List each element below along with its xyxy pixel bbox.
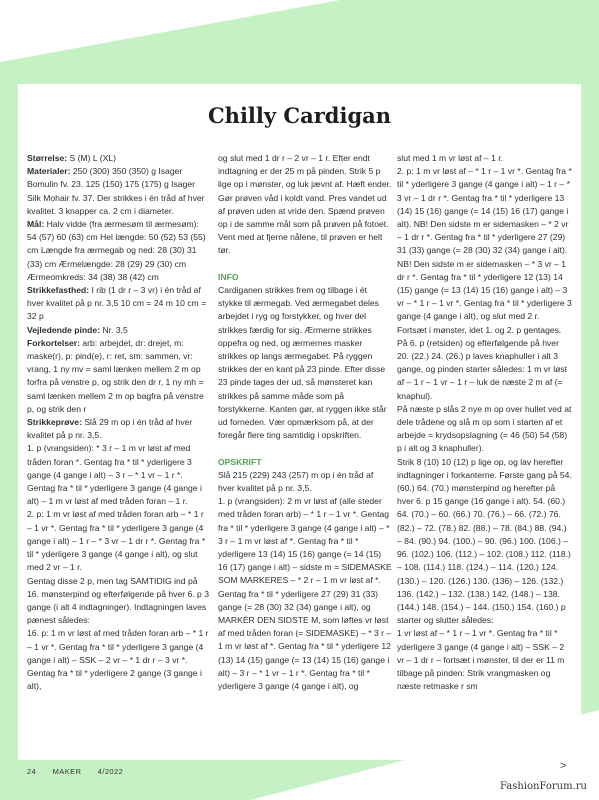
paragraph-front-decreases: Strik 8 (10) 10 (12) p lige op, og lav herefter indtagninger i forkanterne. Første gang på 54. (60.) 64. (70.) mønsterpind og herefter på hver 6. p 15 gange (16 gange i alt). 54. (60.) 64. (70.) – 60. (66.) 70. (76.) – 66. (72.) 76. (82.) – 72. (78.) 82. (88.) – 78. (84.) 88. (94.) – 84. (90.) 94. (100.) – 90. (96.) 100. (106.) – 96. (102.) 106. (112.) – 102. (108.) 112. (118.) – 108. (114.) 118. (124.) – 114. (120.) 124. (130.) – 120. (126.) 130. (136) – 126. (132.) 136. (142.) – 132. (138.) 142. (148.) – 138. (144.) 148. (154.) – 144. (150.) 154. (160.) p starter og slutter således:: [397, 456, 572, 626]
paragraph-measurements: Mål: Halv vidde (fra ærmesøm til ærmesøm): 54 (57) 60 (63) cm Hel længde: 50 (52) 53 (55) cm Længde fra ærmegab og ned: 28 (30) 31 (33) cm Ærmelængde: 28 (29) 29 (30) cm Ærmeomkreds: 34 (38) 38 (42) cm: [27, 219, 206, 282]
paragraph-buttonholes: På 6. p (retsiden) og efterfølgende på hver 20. (22.) 24. (26.) p laves knaphuller i alt 3 gange, og pinden starter således: 1 m vr løst af – 1 r – 1 vr – 1 r – luk de næste 2 m af (= knaphul).: [397, 337, 568, 401]
paragraph-row-16: 16. p: 1 m vr løst af med tråden foran arb – * 1 r – 1 vr *. Gentag fra * til * yderligere 3 gange (4 gange i alt) – SSK – 2 vr – * 1 dr r – 3 vr *. Gentag fra * til * yderligere 2 gange (3 gange i alt),: [27, 628, 209, 692]
paragraph-cast-on: Slå 215 (229) 243 (257) m op i én tråd af hver kvalitet på p nr. 3,5.: [218, 469, 374, 494]
heading-info: INFO: [218, 271, 239, 282]
column-3: [397, 152, 573, 693]
paragraph-row-2: 2. p: 1 m vr løst af med tråden foran arb – * 1 r – 1 vr *. Gentag fra * til * yderligere 3 gange (4 gange i alt) – 1 r – * 3 vr – 1 dr r *. Gentag fra * til * yderligere 3 gange (4 gange i alt), og slut med 2 vr – 1 r.: [27, 509, 206, 573]
paragraph-decrease-row: 1 vr løst af – * 1 r – 1 vr *. Gentag fra * til * yderligere 3 gange (4 gange i alt) – SSK – 2 vr – 1 dr r – fortsæt i mønster, til der er 11 m tilbage på pinden: Strik vrangmasken og næste retmaske r sm: [397, 628, 565, 692]
paragraph-cast-on-buttonhole: På næste p slås 2 nye m op over hullet ved at dele trådene og slå m op som i starten af et arbejde = krydsopslagning (= 46 (50) 54 (58) p i alt og 3 knaphuller).: [397, 403, 572, 454]
paragraph-continue-pattern: Fortsæt i mønster, idet 1. og 2. p gentages.: [397, 324, 562, 335]
magazine-name: MAKER: [52, 767, 82, 776]
column-1: [27, 152, 210, 693]
heading-recipe: OPSKRIFT: [218, 456, 262, 467]
paragraph-row-1: 1. p (vrangsiden): * 3 r – 1 m vr løst af med tråden foran *. Gentag fra * til * yderligere 3 gange (4 gange i alt) – 3 r – * 1 vr – 1 r *. Gentag fra * til * yderligere 3 gange (4 gange i alt) – 1 m vr løst af med tråden foran – 1 r.: [27, 443, 202, 507]
paragraph-finish-row-1: slut med 1 m vr løst af – 1 r.: [397, 153, 504, 163]
paragraph-abbreviations: Forkortelser: arb: arbejdet, dr: drejet, m: maske(r), p: pind(e), r: ret, sm: sammen, vr: vrang, 1 ny mv = saml lænken mellem 2 m op forfra på venstre p, og strik den dr r, 1 ny mh = saml lænken mellem 2 m op bagfra på venstre p, og strik den r: [27, 337, 204, 414]
paragraph-decrease: Gentag disse 2 p, men tag SAMTIDIG ind på 16. mønsterpind og efterfølgende på hver 6. p 3 gange (i alt 4 indtagninger). Indtagningen laves pænest således:: [27, 575, 210, 626]
issue-number: 4/2022: [97, 767, 124, 776]
page-number: 24: [27, 767, 37, 776]
paragraph-recipe-row-1: 1. p (vrangsiden): 2 m vr løst af (alle steder med tråden foran arb) – * 1 r – 1 vr *. Gentag fra * til * yderligere 3 gange (4 gange i alt) – * 3 r – 1 m vr løst af *. Gentag fra * til * yderligere 13 (14) 15 (16) gange (= 14 (15) 16 (17) gange i alt) – sidste m = SIDEMASKE SOM MARKERES – * 2 r – 1 m vr løst af *. Gentag fra * til * yderligere 27 (29) 31 (33) gange (= 28 (30) 32 (34) gange i alt), og MARKÉR DEN SIDSTE M, som løftes vr løst af med tråden foran (= SIDEMASKE) – * 3 r – 1 m vr løst af *. Gentag fra * til * yderligere 12 (13) 14 (15) gange (= 13 (14) 15 (16) gange i alt) – 3 r – * 1 vr – 1 r *. Gentag fra * til * yderligere 3 gange (4 gange i alt), og: [218, 496, 392, 692]
paragraph-needles: Vejledende pinde: Nr. 3,5: [27, 324, 128, 335]
paragraph-size: Størrelse: S (M) L (XL): [27, 153, 116, 163]
paragraph-swatch-finish: og slut med 1 dr r – 2 vr – 1 r. Efter endt indtagning er der 25 m på pinden. Strik 5 p lige op i mønster, og luk jævnt af. Hæft ender. Gør prøven våd i koldt vand. Pres vandet ud af prøven uden at vride den. Spænd prøven op i de samme mål som på prøven på fotoet. Vent med at fjerne nålene, til prøven er helt tør.: [218, 153, 392, 256]
column-2: [218, 152, 392, 693]
paragraph-recipe-row-2: 2. p: 1 m vr løst af – * 1 r – 1 vr *. Gentag fra * til * yderligere 3 gange (4 gange i alt) – 1 r – * 3 vr – 1 dr r *. Gentag fra * til * yderligere 13 (14) 15 (16) gange (= 14 (15) 16 (17) gange i alt). NB! Den sidste m er sidemasken – * 2 vr – 1 dr r *. Gentag fra * til * yderligere 27 (29) 31 (33) gange (= 28 (30) 32 (34) gange i alt). NB! Den sidste m er sidemasken – * 3 vr – 1 dr r *. Gentag fra * til * yderligere 12 (13) 14 (15) gange (= 13 (14) 15 (16) gange i alt) – 3 vr – * 1 r – 1 vr *. Gentag fra * til * yderligere 3 gange (4 gange i alt), og slut med 2 r.: [397, 166, 572, 322]
continue-arrow-icon: >: [560, 760, 567, 772]
paragraph-gauge: Strikkefasthed: I rib (1 dr r – 3 vr) i én tråd af hver kvalitet på p nr. 3,5 10 cm = 24 m 10 cm = 32 p: [27, 285, 207, 322]
article-title: Chilly Cardigan: [207, 103, 392, 128]
page-footer: [27, 767, 137, 776]
paragraph-materials: Materialer: 250 (300) 350 (350) g Isager Bomulin fv. 23. 125 (150) 175 (175) g Isager Silk Mohair fv. 37. Der strikkes i én tråd af hver kvalitet. 3 knapper ca. 2 cm i diameter.: [27, 166, 205, 216]
paragraph-info: Cardiganen strikkes frem og tilbage i ét stykke til ærmegab. Ved ærmegabet deles arbejdet i ryg og forstykker, og hver del strikkes færdig for sig. Ærmerne strikkes oppefra og ned, og ærmernes masker strikkes op langs ærmegabet. På ryggen strikkes der en kant på 23 pinde. Efter disse 23 pinde tages der ud, så mønsteret kan strikkes på samme måde som på forstykkerne. Kanten gør, at ryggen ikke står ud forneden. Vær opmærksom på, at der foregår flere ting samtidig i opskriften.: [218, 285, 387, 441]
watermark-text: FashionForum.ru: [500, 781, 587, 792]
paragraph-swatch: Strikkeprøve: Slå 29 m op i én tråd af hver kvalitet på p nr. 3,5.: [27, 417, 193, 441]
